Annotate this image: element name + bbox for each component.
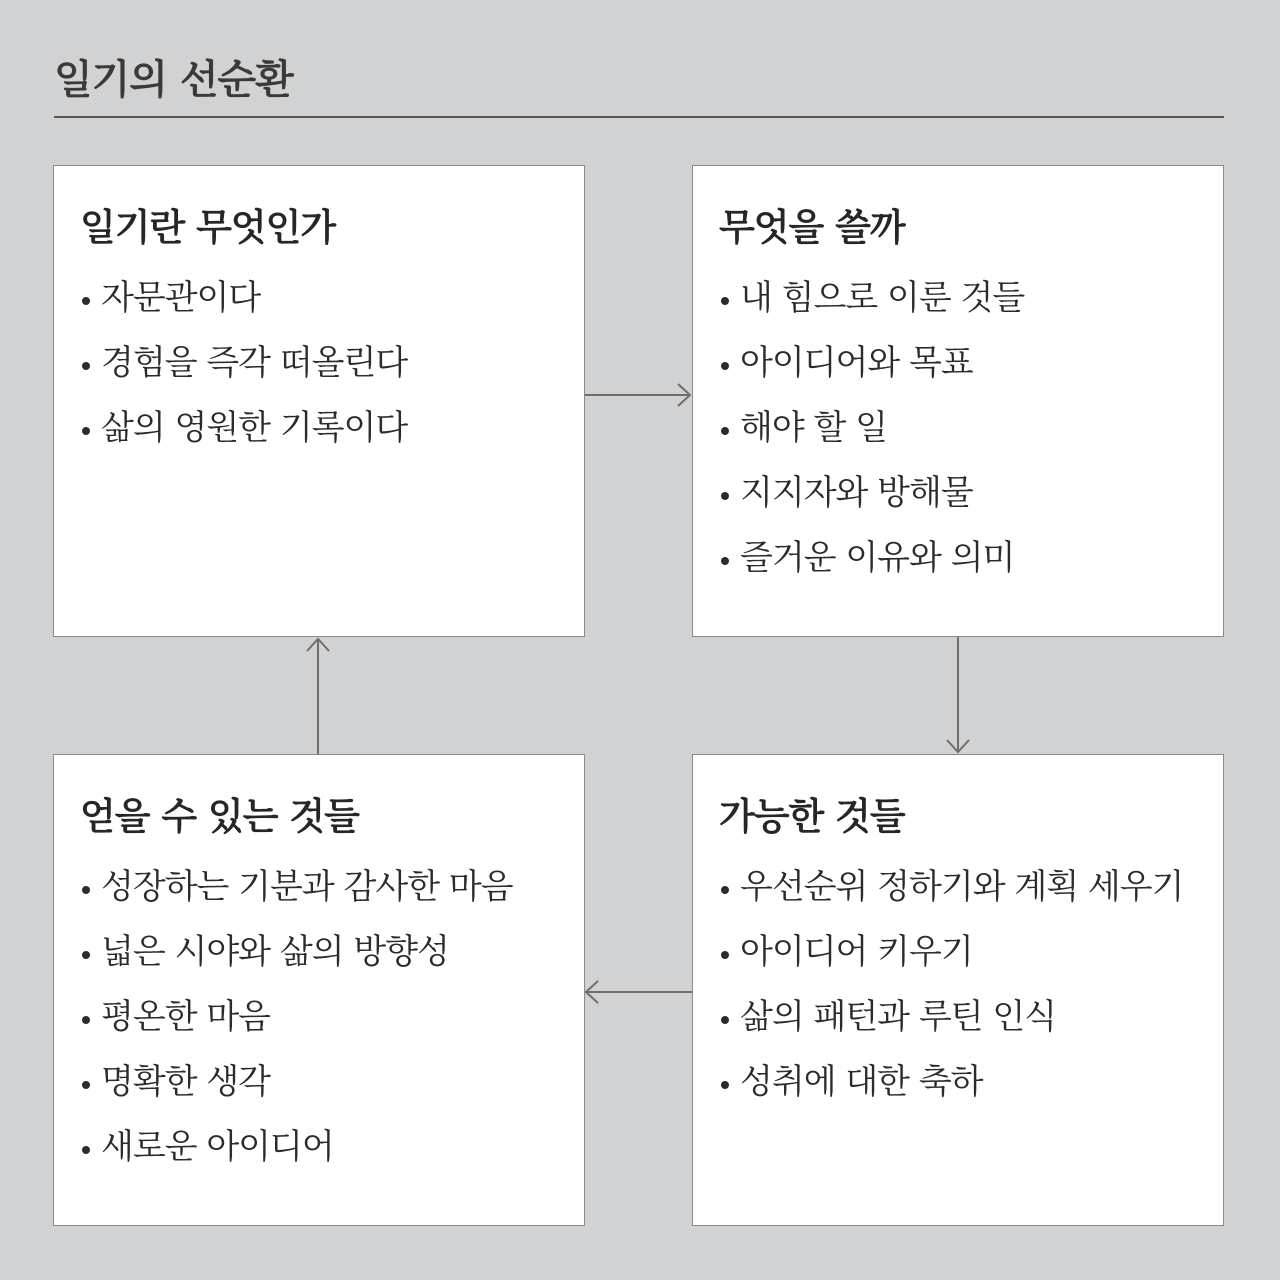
item-list: [719, 276, 1223, 580]
arrow-box4-to-box1: [307, 639, 329, 754]
box-heading: 일기란 무엇인가: [80, 206, 336, 249]
arrow-box1-to-box2: [585, 384, 690, 406]
list-item: 아이디어 키우기: [719, 930, 1223, 974]
box-heading: 무엇을 쓸까: [719, 206, 905, 249]
list-item: 성장하는 기분과 감사한 마음: [80, 865, 584, 909]
list-item: 지지자와 방해물: [719, 471, 1223, 515]
list-item: 우선순위 정하기와 계획 세우기: [719, 865, 1223, 909]
item-list: [80, 865, 584, 1169]
item-list: [719, 865, 1223, 1104]
list-item: 자문관이다: [80, 276, 584, 320]
box-what-to-write: [692, 165, 1224, 637]
list-item: 경험을 즉각 떠올린다: [80, 341, 584, 385]
box-heading: 가능한 것들: [719, 795, 905, 838]
arrow-box3-to-box4: [586, 981, 692, 1003]
list-item: 해야 할 일: [719, 406, 1223, 450]
box-possibilities: [692, 754, 1224, 1226]
list-item: 새로운 아이디어: [80, 1125, 584, 1169]
list-item: 삶의 패턴과 루틴 인식: [719, 995, 1223, 1039]
list-item: 성취에 대한 축하: [719, 1060, 1223, 1104]
list-item: 즐거운 이유와 의미: [719, 536, 1223, 580]
box-what-is-diary: [53, 165, 585, 637]
list-item: 평온한 마음: [80, 995, 584, 1039]
box-benefits: [53, 754, 585, 1226]
arrow-box2-to-box3: [947, 637, 969, 752]
box-heading: 얻을 수 있는 것들: [80, 795, 359, 838]
list-item: 아이디어와 목표: [719, 341, 1223, 385]
list-item: 내 힘으로 이룬 것들: [719, 276, 1223, 320]
page-title: 일기의 선순환: [54, 57, 293, 103]
item-list: [80, 276, 584, 450]
list-item: 넓은 시야와 삶의 방향성: [80, 930, 584, 974]
list-item: 삶의 영원한 기록이다: [80, 406, 584, 450]
list-item: 명확한 생각: [80, 1060, 584, 1104]
